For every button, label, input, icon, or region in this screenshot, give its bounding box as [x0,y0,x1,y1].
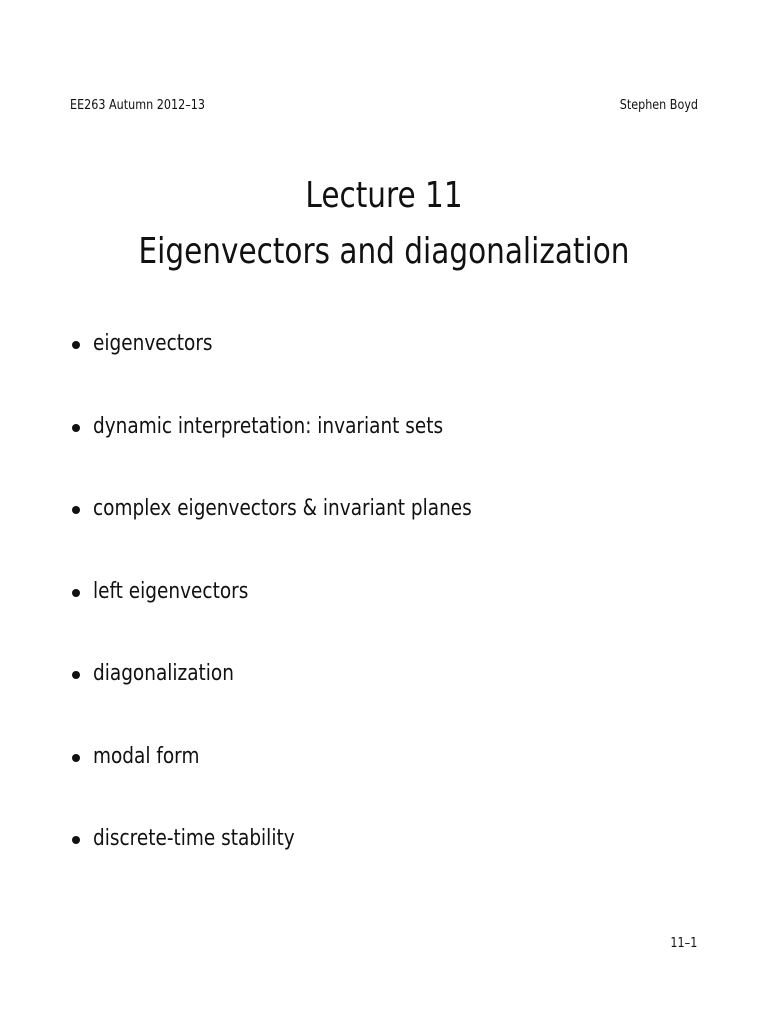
author-header: Stephen Boyd [619,98,698,113]
topic-list [72,329,544,907]
bullet-icon [72,341,80,349]
bullet-icon [72,671,80,679]
list-item [72,824,544,907]
list-item [72,329,544,412]
list-item-label: diagonalization [93,661,234,686]
slide-title [0,168,768,280]
title-topic: Eigenvectors and diagonalization [138,231,630,272]
title-lecture-number: Lecture 11 [305,175,463,216]
list-item-label: complex eigenvectors & invariant planes [93,496,472,521]
list-item-label: eigenvectors [93,331,213,356]
bullet-icon [72,424,80,432]
page-number: 11–1 [670,936,697,951]
bullet-icon [72,836,80,844]
list-item [72,659,544,742]
bullet-icon [72,589,80,597]
list-item-label: left eigenvectors [93,578,249,604]
course-header: EE263 Autumn 2012–13 [70,98,206,113]
bullet-icon [72,506,80,514]
list-item [72,577,544,660]
list-item [72,494,544,577]
bullet-icon [72,754,80,762]
list-item-label: discrete-time stability [93,826,295,851]
list-item [72,742,544,825]
list-item-label: modal form [93,743,200,769]
list-item [72,412,544,495]
list-item-label: dynamic interpretation: invariant sets [93,413,444,439]
